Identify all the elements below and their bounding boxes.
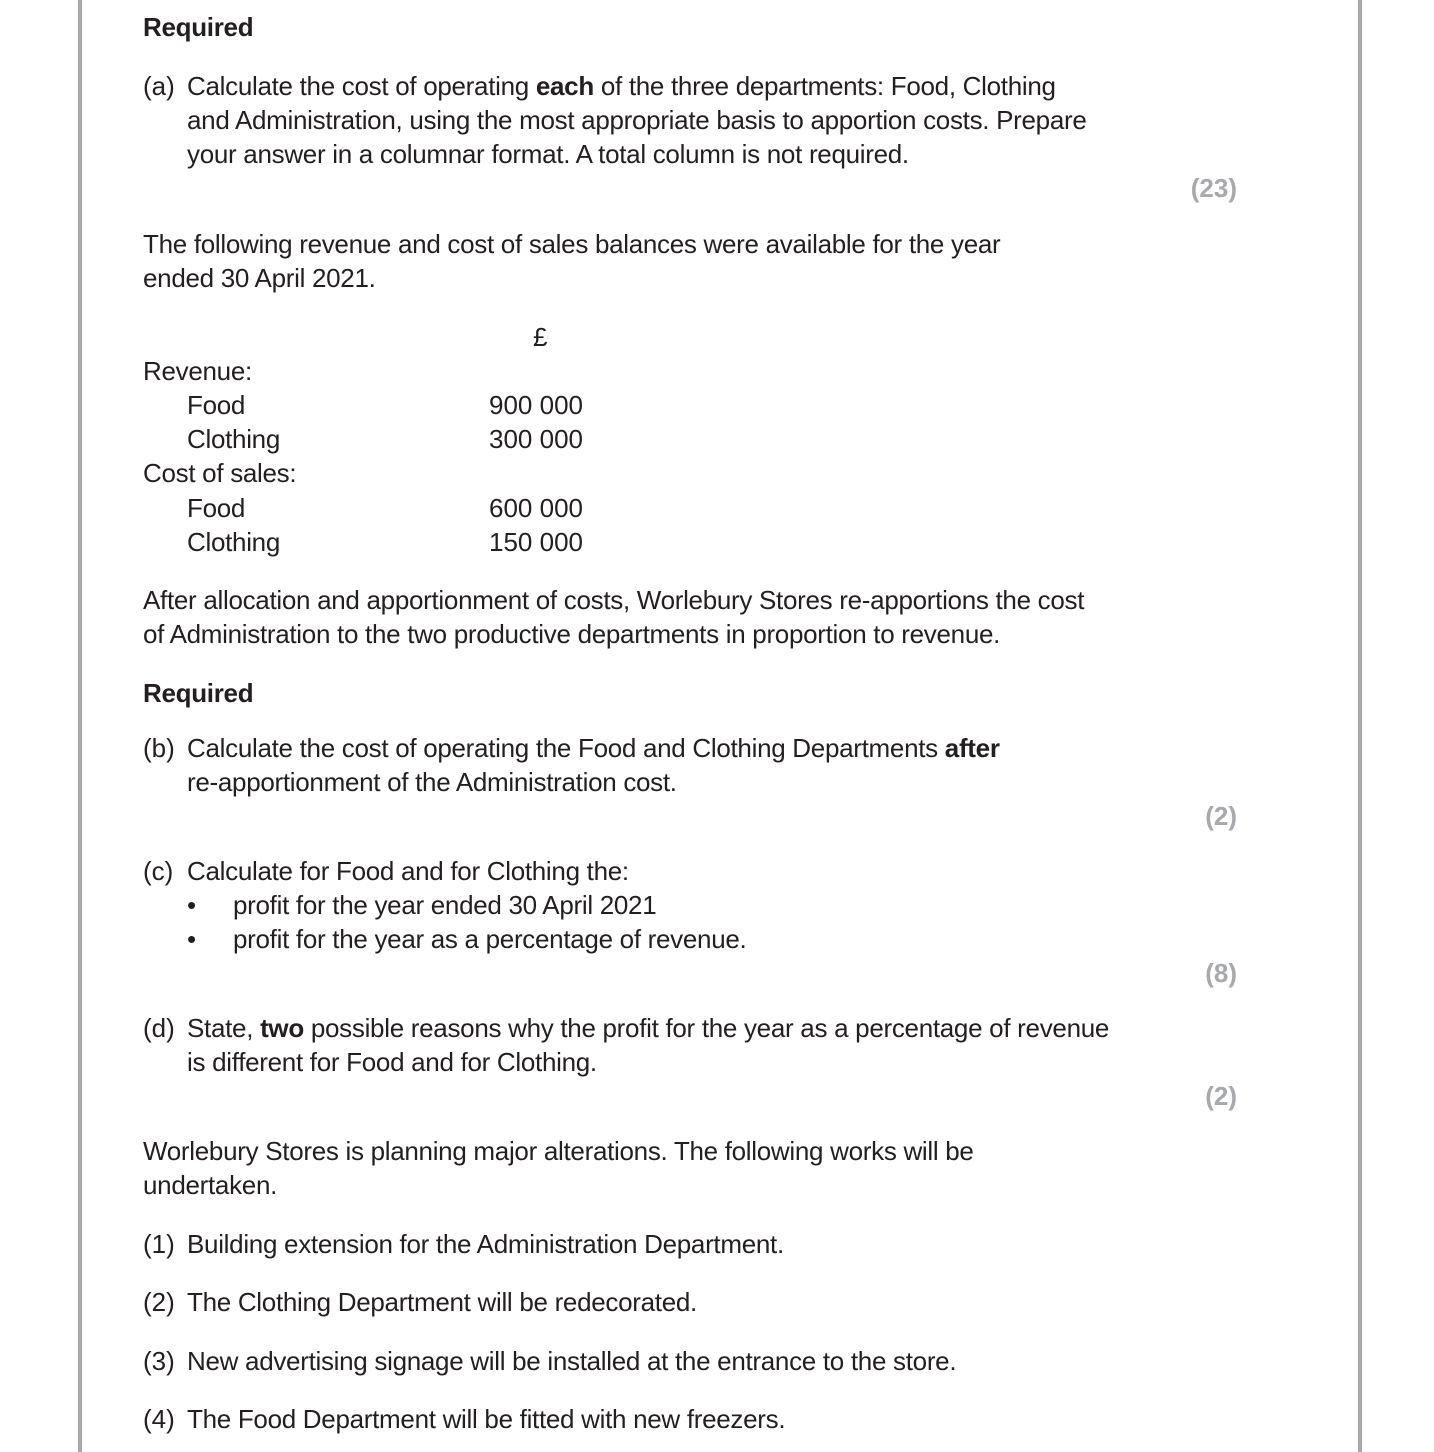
- revenue-row-value: 900 000: [489, 390, 583, 420]
- part-a-line-2: and Administration, using the most appropriate basis to apportion costs. Prepare: [187, 105, 1087, 135]
- part-c-bullet: profit for the year ended 30 April 2021: [233, 890, 657, 920]
- alterations-intro-line-1: Worlebury Stores is planning major alterations. The following works will be: [143, 1136, 974, 1166]
- work-item-text: The Food Department will be fitted with new freezers.: [187, 1404, 786, 1434]
- cost-of-sales-heading: Cost of sales:: [143, 458, 297, 488]
- balances-intro-line-1: The following revenue and cost of sales balances were available for the year: [143, 229, 1001, 259]
- part-d-marks: (2): [1205, 1081, 1237, 1111]
- part-c-marks: (8): [1205, 958, 1237, 988]
- part-a-line-1: [187, 69, 1056, 103]
- required-heading: Required: [143, 678, 254, 708]
- part-c-bullet: profit for the year as a percentage of revenue.: [233, 924, 747, 954]
- work-item-text: New advertising signage will be installed at the entrance to the store.: [187, 1346, 957, 1376]
- page-border-right: [1358, 0, 1362, 1452]
- part-b-line-2: re-apportionment of the Administration cost.: [187, 767, 677, 797]
- cost-row-value: 150 000: [489, 527, 583, 557]
- part-a-text: of the three departments: Food, Clothing: [593, 71, 1056, 101]
- cost-row-value: 600 000: [489, 493, 583, 523]
- work-item-text: The Clothing Department will be redecorated.: [187, 1287, 697, 1317]
- required-heading: Required: [143, 12, 254, 42]
- bullet-icon: •: [187, 924, 197, 954]
- balances-intro-line-2: ended 30 April 2021.: [143, 263, 376, 293]
- work-item-label: (3): [143, 1346, 175, 1376]
- work-item-label: (4): [143, 1404, 175, 1434]
- revenue-heading: Revenue:: [143, 356, 252, 386]
- part-b-line-1: [187, 731, 1000, 765]
- part-a-text: Calculate the cost of operating: [187, 71, 536, 101]
- reapportion-line-1: After allocation and apportionment of costs, Worlebury Stores re-apportions the cost: [143, 585, 1085, 615]
- page-border-left: [78, 0, 82, 1452]
- part-d-line-2: is different for Food and for Clothing.: [187, 1047, 597, 1077]
- revenue-row-label: Clothing: [187, 424, 280, 454]
- part-b-marks: (2): [1205, 801, 1237, 831]
- cost-row-label: Food: [187, 493, 246, 523]
- reapportion-line-2: of Administration to the two productive departments in proportion to revenue.: [143, 619, 1001, 649]
- work-item-label: (1): [143, 1229, 175, 1259]
- bullet-icon: •: [187, 890, 197, 920]
- cost-row-label: Clothing: [187, 527, 280, 557]
- revenue-row-value: 300 000: [489, 424, 583, 454]
- alterations-intro-line-2: undertaken.: [143, 1170, 278, 1200]
- part-b-label: (b): [143, 733, 175, 763]
- part-a-label: (a): [143, 71, 175, 101]
- revenue-row-label: Food: [187, 390, 246, 420]
- part-d-label: (d): [143, 1013, 175, 1043]
- part-c-label: (c): [143, 856, 174, 886]
- part-b-emphasis: after: [944, 733, 1000, 763]
- part-d-emphasis: two: [260, 1013, 304, 1043]
- part-a-line-3: your answer in a columnar format. A total column is not required.: [187, 139, 909, 169]
- part-a-emphasis: each: [535, 71, 594, 101]
- part-d-text: State,: [187, 1013, 261, 1043]
- work-item-text: Building extension for the Administration Department.: [187, 1229, 784, 1259]
- currency-header: £: [533, 322, 548, 352]
- part-c-line-1: Calculate for Food and for Clothing the:: [187, 856, 629, 886]
- part-b-text: Calculate the cost of operating the Food and Clothing Departments: [187, 733, 945, 763]
- part-d-text: possible reasons why the profit for the year as a percentage of revenue: [303, 1013, 1110, 1043]
- part-a-marks: (23): [1190, 173, 1237, 203]
- work-item-label: (2): [143, 1287, 175, 1317]
- part-d-line-1: [187, 1011, 1109, 1045]
